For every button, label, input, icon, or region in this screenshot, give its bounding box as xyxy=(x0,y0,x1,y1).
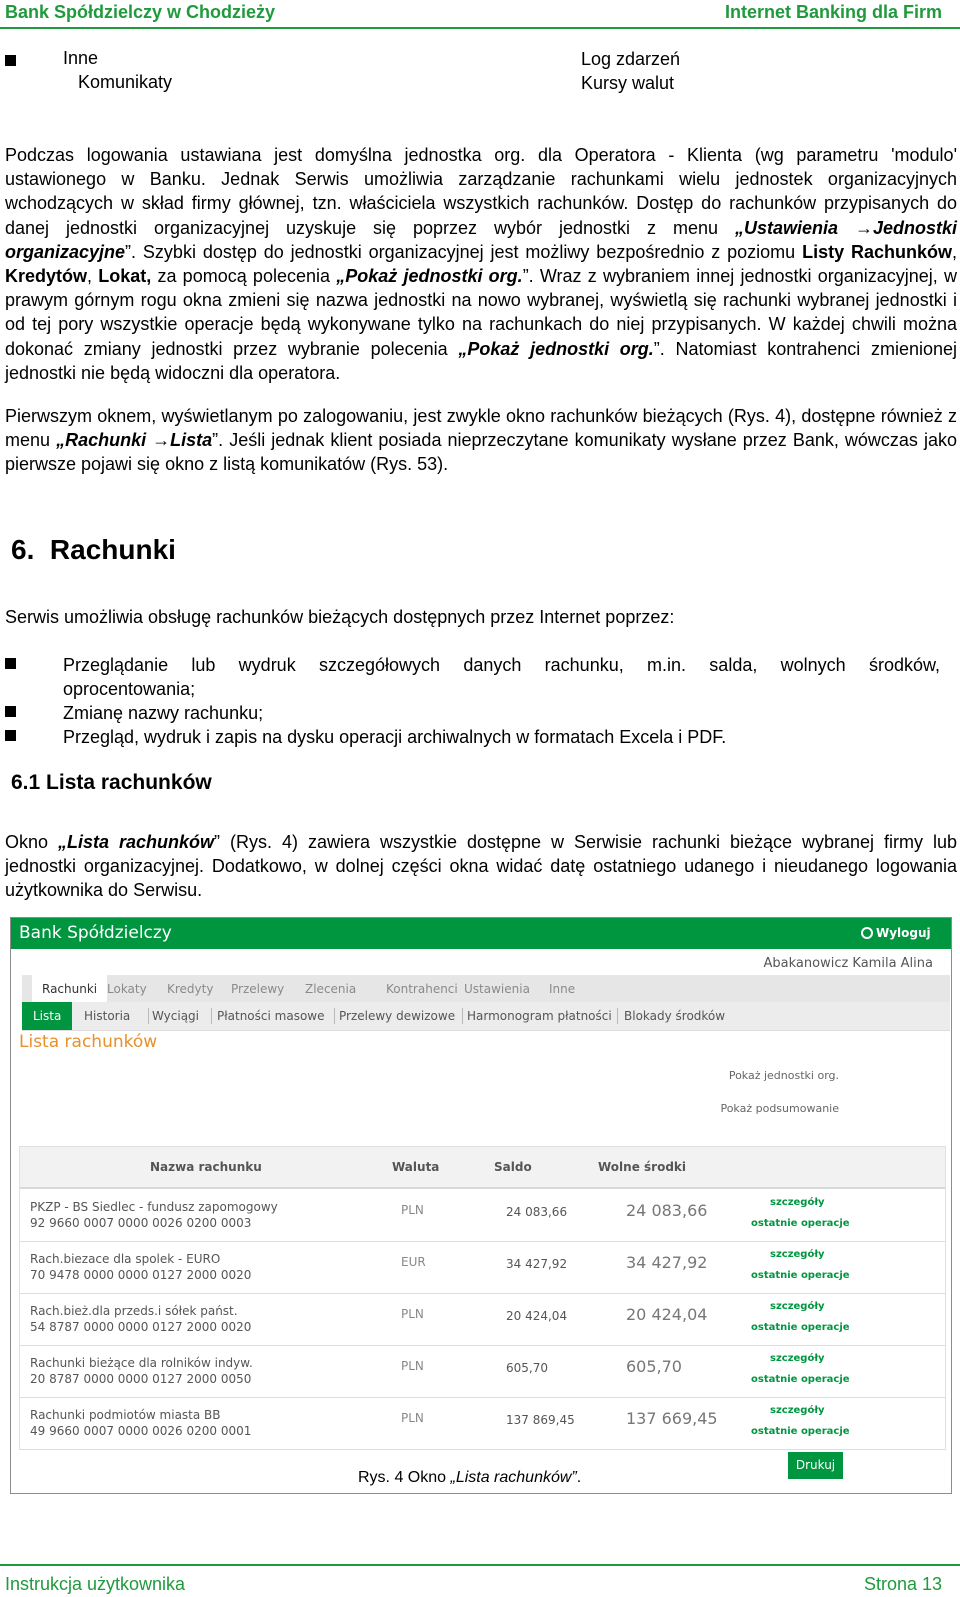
subtab-lista[interactable]: Lista xyxy=(22,1002,72,1030)
last-ops-link[interactable]: ostatnie operacje xyxy=(751,1426,850,1437)
tab-separator xyxy=(462,1008,463,1024)
balance-cell: 605,70 xyxy=(506,1361,548,1375)
subtab-blokady[interactable]: Blokady środków xyxy=(624,1009,726,1023)
tab-rachunki[interactable]: Rachunki xyxy=(32,975,107,1002)
subtab-wyciagi[interactable]: Wyciągi xyxy=(152,1009,199,1023)
menu-item-kursy: Kursy walut xyxy=(581,73,675,93)
section-heading: 6. Rachunki xyxy=(11,534,176,565)
details-link[interactable]: szczegóły xyxy=(770,1301,825,1312)
col-waluta: Waluta xyxy=(392,1160,440,1174)
show-summary-link[interactable]: Pokaż podsumowanie xyxy=(720,1102,839,1115)
currency-cell: PLN xyxy=(401,1359,424,1373)
sub-tabs xyxy=(22,1002,950,1031)
screenshot-lista-rachunkow xyxy=(10,917,952,1494)
tab-separator xyxy=(211,1008,212,1024)
last-ops-link[interactable]: ostatnie operacje xyxy=(751,1270,850,1281)
subtab-harmonogram[interactable]: Harmonogram płatności xyxy=(467,1009,612,1023)
available-cell: 137 669,45 xyxy=(626,1409,718,1428)
currency-cell: PLN xyxy=(401,1411,424,1425)
subtab-platnosci-masowe[interactable]: Płatności masowe xyxy=(217,1009,325,1023)
figure-caption: Rys. 4 Okno „Lista rachunków”. xyxy=(358,1469,582,1486)
bullet-item: Przeglądanie lub wydruk szczegółowych danych rachunku, m.in. salda, wolnych środków, xyxy=(63,655,940,675)
footer-rule xyxy=(0,1564,960,1566)
accounts-table xyxy=(19,1146,946,1450)
currency-cell: PLN xyxy=(401,1307,424,1321)
available-cell: 20 424,04 xyxy=(626,1305,708,1324)
menu-item-komunikaty: Komunikaty xyxy=(78,72,173,92)
main-tabs xyxy=(22,975,950,1002)
doc-header-title: Internet Banking dla Firm xyxy=(724,2,942,22)
last-ops-link[interactable]: ostatnie operacje xyxy=(751,1322,850,1333)
tab-przelewy[interactable]: Przelewy xyxy=(231,982,285,996)
last-ops-link[interactable]: ostatnie operacje xyxy=(751,1374,850,1385)
available-cell: 34 427,92 xyxy=(626,1253,708,1272)
col-wolne-srodki: Wolne środki xyxy=(598,1160,687,1174)
last-ops-link[interactable]: ostatnie operacje xyxy=(751,1218,850,1229)
footer-page-number: Strona 13 xyxy=(863,1574,942,1594)
print-button[interactable]: Drukuj xyxy=(788,1452,843,1479)
subsection-heading: 6.1 Lista rachunków xyxy=(11,771,212,794)
tab-separator xyxy=(334,1008,335,1024)
power-icon xyxy=(861,927,873,939)
tab-separator xyxy=(148,1008,149,1024)
available-cell: 605,70 xyxy=(626,1357,682,1376)
account-name-cell: Rachunki bieżące dla rolników indyw. 20 8787 0000 0000 0127 2000 0050 xyxy=(30,1356,253,1386)
paragraph-first-window: Pierwszym oknem, wyświetlanym po zalogowaniu, jest zwykle okno rachunków bieżących (Rys. 4), dostępne również z menu „Rachunki →Lista”. Jeśli jednak klient posiada nieprzeczytane komunikaty wysłane przez Bank, wówczas jako pierwsze pojawi się okno z listą komunikatów (Rys. 53). xyxy=(5,406,957,475)
tab-kontrahenci[interactable]: Kontrahenci xyxy=(386,982,458,996)
details-link[interactable]: szczegóły xyxy=(770,1353,825,1364)
account-name-cell: Rachunki podmiotów miasta BB 49 9660 0007 0000 0026 0200 0001 xyxy=(30,1408,252,1438)
bullet-item: Przegląd, wydruk i zapis na dysku operacji archiwalnych w formatach Excela i PDF. xyxy=(63,727,727,747)
col-saldo: Saldo xyxy=(494,1160,532,1174)
show-units-link[interactable]: Pokaż jednostki org. xyxy=(728,1069,839,1082)
currency-cell: PLN xyxy=(401,1203,424,1217)
balance-cell: 34 427,92 xyxy=(506,1257,568,1271)
account-name-cell: Rach.bież.dla przeds.i sółek państ. 54 8787 0000 0000 0127 2000 0020 xyxy=(30,1304,252,1334)
table-row xyxy=(20,1293,945,1346)
bullet-item: Zmianę nazwy rachunku; xyxy=(63,703,264,723)
tab-zlecenia[interactable]: Zlecenia xyxy=(305,982,357,996)
section-intro: Serwis umożliwia obsługę rachunków bieżących dostępnych przez Internet poprzez: xyxy=(5,607,675,627)
menu-item-inne: Inne xyxy=(63,48,99,68)
table-row xyxy=(20,1345,945,1398)
currency-cell: EUR xyxy=(401,1255,426,1269)
details-link[interactable]: szczegóły xyxy=(770,1405,825,1416)
tab-separator xyxy=(617,1008,618,1024)
col-nazwa: Nazwa rachunku xyxy=(150,1160,262,1174)
menu-item-log: Log zdarzeń xyxy=(581,49,681,69)
logout-button[interactable]: Wyloguj xyxy=(861,926,931,940)
bullet-square-icon xyxy=(5,706,16,717)
table-row xyxy=(20,1189,945,1242)
details-link[interactable]: szczegóły xyxy=(770,1249,825,1260)
bullet-square-icon xyxy=(5,730,16,741)
user-name: Abakanowicz Kamila Alina xyxy=(763,956,933,971)
balance-cell: 24 083,66 xyxy=(506,1205,568,1219)
tab-ustawienia[interactable]: Ustawienia xyxy=(464,982,530,996)
subtab-przelewy-dewizowe[interactable]: Przelewy dewizowe xyxy=(339,1009,456,1023)
tab-kredyty[interactable]: Kredyty xyxy=(167,982,214,996)
table-row xyxy=(20,1241,945,1294)
page-title: Lista rachunków xyxy=(19,1032,158,1052)
account-name-cell: Rach.biezace dla spolek - EURO 70 9478 0000 0000 0127 2000 0020 xyxy=(30,1252,252,1282)
available-cell: 24 083,66 xyxy=(626,1201,708,1220)
app-bank-name: Bank Spółdzielczy xyxy=(19,923,172,943)
header-rule xyxy=(0,27,960,29)
bullet-square-icon xyxy=(5,658,16,669)
tab-lokaty[interactable]: Lokaty xyxy=(107,982,147,996)
account-name-cell: PKZP - BS Siedlec - fundusz zapomogowy 92 9660 0007 0000 0026 0200 0003 xyxy=(30,1200,278,1230)
balance-cell: 20 424,04 xyxy=(506,1309,568,1323)
balance-cell: 137 869,45 xyxy=(506,1413,575,1427)
table-row xyxy=(20,1397,945,1450)
doc-header-bank: Bank Spółdzielczy w Chodzieży xyxy=(5,2,276,22)
paragraph-list-window: Okno „Lista rachunków” (Rys. 4) zawiera wszystkie dostępne w Serwisie rachunki bieżące wybranej firmy lub jednostki organizacyjnej. Dodatkowo, w dolnej części okna widać datę ostatniego udanego i nieudanego logowania użytkownika do Serwisu. xyxy=(5,832,958,901)
subtab-historia[interactable]: Historia xyxy=(84,1009,131,1023)
footer-left: Instrukcja użytkownika xyxy=(5,1574,186,1594)
table-header xyxy=(20,1147,945,1189)
bullet-square-icon xyxy=(5,55,16,66)
details-link[interactable]: szczegóły xyxy=(770,1197,825,1208)
paragraph-units: Podczas logowania ustawiana jest domyślna jednostka org. dla Operatora - Klienta (wg parametru 'modulo' ustawionego w Banku. Jednak Serwis umożliwia zarządzanie rachunkami wielu jednostek organizacyjnych wchodzących w skład firmy głównej, tzn. właściciela wszystkich rachunków. Dostęp do rachunków przypisanych do danej jednostki organizacyjnej uzyskuje się poprzez wybór jednostki z menu „Ustawienia →Jednostki organizacyjne”. Szybki dostęp do jednostki organizacyjnej jest możliwy bezpośrednio z poziomu Listy Rachunków, Kredytów, Lokat, za pomocą polecenia „Pokaż jednostki org.”. Wraz z wybraniem innej jednostki organizacyjnej, w prawym górnym rogu okna zmieni się nazwa jednostki na nowo wybranej, wyświetlą się rachunki wybranej jednostki i od tej pory wszystkie operacje będą wykonywane tylko na rachunkach do niej przypisanych. W każdej chwili można dokonać zmiany jednostki przez wybranie polecenia „Pokaż jednostki org.”. Natomiast kontrahenci zmienionej jednostki nie będą widoczni dla operatora. xyxy=(5,145,958,383)
tab-inne[interactable]: Inne xyxy=(549,982,576,996)
bullet-item-cont: oprocentowania; xyxy=(63,679,196,699)
